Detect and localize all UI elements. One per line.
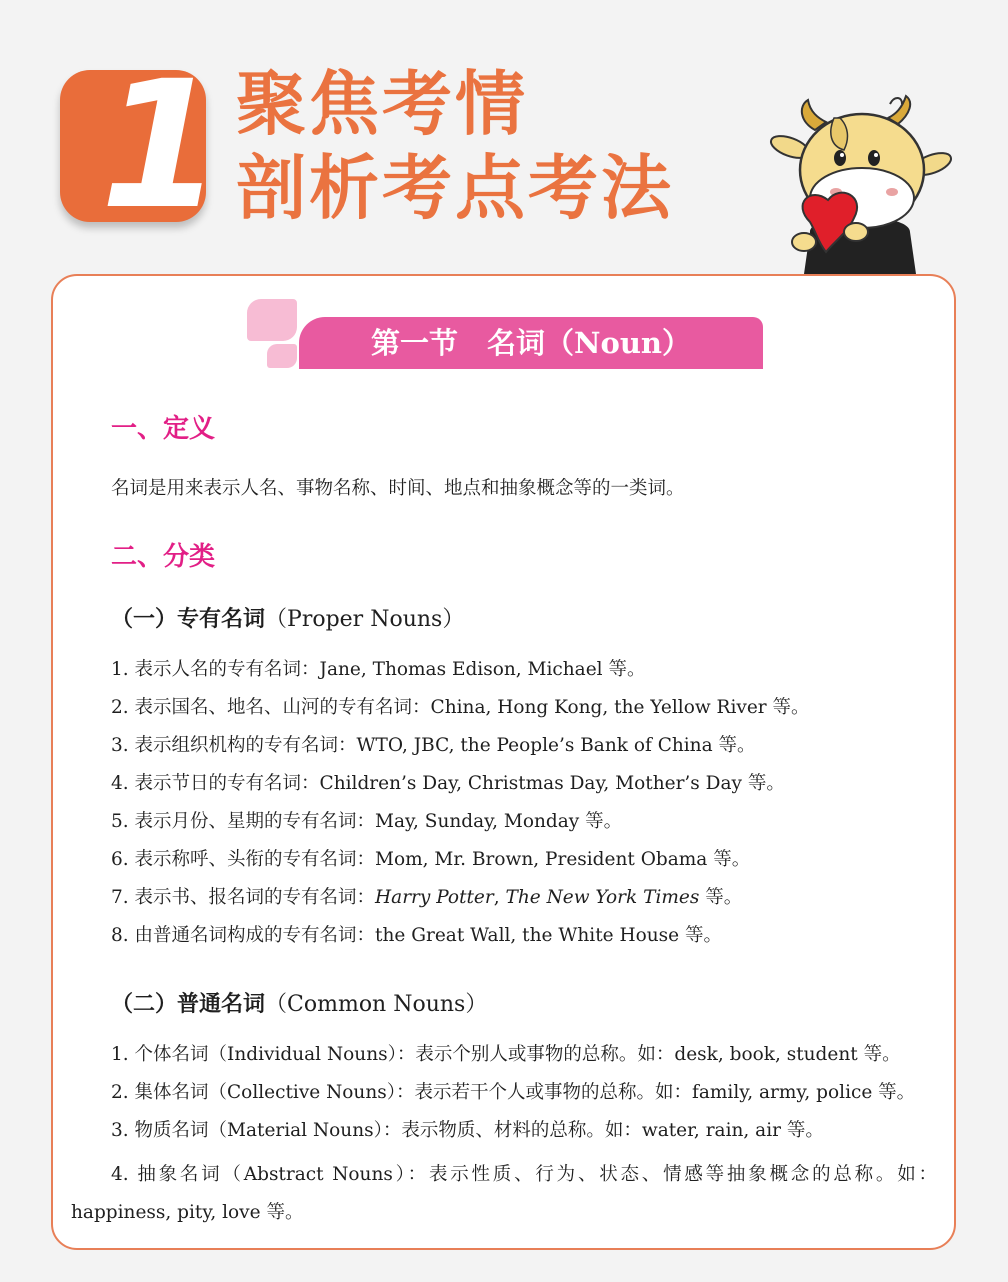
proper-nouns-list [111, 657, 810, 961]
item-text: China, Hong Kong, the Yellow River 等。 [430, 697, 810, 718]
item-prefix: 7. 表示书、报名词的专有名词： [111, 887, 376, 908]
banner-decoration-small [267, 344, 297, 368]
item-text: the Great Wall, the White House 等。 [375, 925, 722, 946]
list-item: 1. 个体名词（Individual Nouns）：表示个别人或事物的总称。如：desk, book, student 等。 [111, 1044, 901, 1065]
newspaper-title: The New York Times [505, 887, 700, 908]
chapter-number: 1 [100, 43, 223, 248]
abstract-nouns-item: 4. 抽象名词（Abstract Nouns）：表示性质、行为、状态、情感等抽象概念的总称。如：happiness, pity, love 等。 [71, 1164, 937, 1223]
list-item [111, 885, 810, 923]
book-title: Harry Potter [375, 887, 494, 908]
item-text: Mom, Mr. Brown, President Obama 等。 [375, 849, 751, 870]
item-prefix: 4. 表示节日的专有名词： [111, 773, 320, 794]
list-item [111, 809, 810, 847]
item-text: May, Sunday, Monday 等。 [375, 811, 623, 832]
ox-mascot-icon [770, 92, 954, 274]
definition-text: 名词是用来表示人名、事物名称、时间、地点和抽象概念等的一类词。 [111, 478, 685, 499]
proper-nouns-label-cn: （一）专有名词 [111, 606, 266, 632]
item-text: Children’s Day, Christmas Day, Mother’s Day 等。 [319, 773, 785, 794]
item-suffix: 等。 [699, 887, 743, 908]
item-text: WTO, JBC, the People’s Bank of China 等。 [356, 735, 756, 756]
item-prefix: 5. 表示月份、星期的专有名词： [111, 811, 376, 832]
list-item [111, 733, 810, 771]
item-prefix: 8. 由普通名词构成的专有名词： [111, 925, 376, 946]
section-title-banner: 第一节 名词（Noun） [299, 317, 763, 369]
list-item [111, 847, 810, 885]
common-nouns-subheading [111, 989, 487, 1020]
item-prefix: 3. 表示组织机构的专有名词： [111, 735, 357, 756]
proper-nouns-subheading [111, 604, 464, 635]
list-item [111, 657, 810, 695]
list-item: 2. 集体名词（Collective Nouns）：表示若干个人或事物的总称。如：family, army, police 等。 [111, 1082, 916, 1103]
list-item [111, 923, 810, 961]
list-item [111, 771, 810, 809]
banner-decoration [247, 299, 297, 341]
chapter-title-line1: 聚焦考情 [236, 63, 528, 145]
item-separator: , [493, 887, 506, 908]
common-nouns-label-cn: （二）普通名词 [111, 991, 266, 1017]
chapter-number-badge [60, 43, 223, 248]
definition-heading: 一、定义 [111, 414, 216, 444]
chapter-title-line2: 剖析考点考法 [236, 147, 674, 229]
list-item [111, 695, 810, 733]
item-prefix: 6. 表示称呼、头衔的专有名词： [111, 849, 376, 870]
list-item: 3. 物质名词（Material Nouns）：表示物质、材料的总称。如：water, rain, air 等。 [111, 1120, 824, 1141]
classification-heading: 二、分类 [111, 542, 216, 572]
item-prefix: 2. 表示国名、地名、山河的专有名词： [111, 697, 431, 718]
item-prefix: 1. 表示人名的专有名词： [111, 659, 320, 680]
proper-nouns-label-en: （Proper Nouns） [265, 607, 465, 632]
item-text: Jane, Thomas Edison, Michael 等。 [319, 659, 646, 680]
common-nouns-list [111, 1042, 915, 1156]
common-nouns-label-en: （Common Nouns） [265, 992, 488, 1017]
